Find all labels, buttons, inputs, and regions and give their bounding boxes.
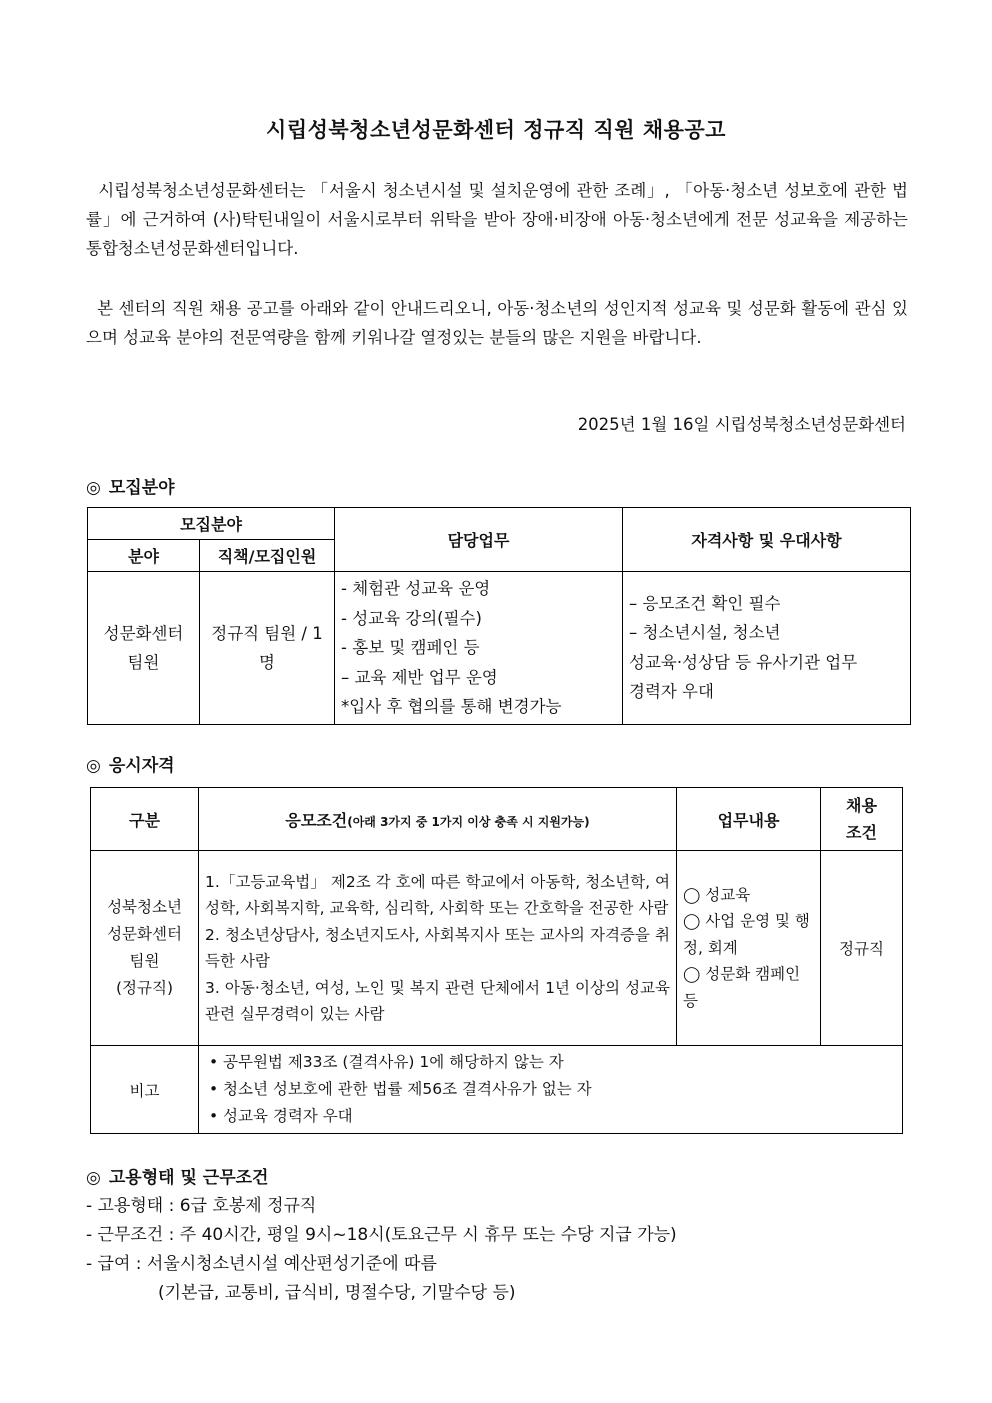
employment-item: - 근무조건 : 주 40시간, 평일 9시~18시(토요근무 시 휴무 또는 수당 지급 가능) [86, 1225, 677, 1245]
condition-item: 1.「고등교육법」 제2조 각 호에 따른 학교에서 아동학, 청소년학, 여성학, 사회복지학, 교육학, 심리학, 사회학 또는 간호학을 전공한 사람 [205, 872, 670, 917]
intro-paragraph [86, 294, 908, 352]
announcement-date: 2025년 1월 16일 시립성북청소년성문화센터 [577, 415, 906, 434]
cell-qualifications [623, 572, 911, 725]
cell-conditions [199, 851, 677, 1046]
section-title: 모집분야 [108, 478, 175, 498]
recruit-table [87, 507, 911, 725]
qual-item: – 청소년시설, 청소년 [629, 623, 781, 643]
header-hire-line: 조건 [846, 823, 877, 842]
employment-item-continued: (기본급, 교통비, 급식비, 명절수당, 기말수당 등) [158, 1283, 516, 1303]
header-field: 분야 [88, 540, 200, 572]
cell-hire: 정규직 [821, 851, 903, 1046]
cell-category [91, 851, 199, 1046]
double-circle-icon: ◎ [86, 1168, 101, 1188]
cell-note-label: 비고 [91, 1046, 199, 1134]
qual-item: – 응모조건 확인 필수 [629, 593, 781, 613]
section-heading-employment [86, 1163, 268, 1188]
header-qualifications: 자격사항 및 우대사항 [623, 508, 911, 572]
header-condition-note: (아래 3가지 중 1가지 이상 충족 시 지원가능) [347, 814, 590, 829]
header-duties: 담당업무 [335, 508, 623, 572]
category-line: 팀원 [129, 952, 160, 970]
work-item: ◯ 성문화 캠페인 등 [683, 965, 801, 1010]
double-circle-icon: ◎ [86, 756, 101, 776]
section-title: 고용형태 및 근무조건 [108, 1168, 269, 1188]
header-category: 구분 [91, 788, 199, 851]
section-title: 응시자격 [108, 756, 175, 776]
header-hire-line: 채용 [846, 796, 877, 815]
cell-duties [335, 572, 623, 725]
double-circle-icon: ◎ [86, 478, 101, 498]
duty-item: – 교육 제반 업무 운영 [341, 667, 498, 687]
header-work: 업무내용 [677, 788, 821, 851]
cell-work [677, 851, 821, 1046]
duty-item: - 홍보 및 캠페인 등 [341, 638, 480, 657]
header-condition-label: 응모조건 [285, 810, 348, 830]
employment-item: - 급여 : 서울시청소년시설 예산편성기준에 따름 [86, 1254, 437, 1274]
duty-item: *입사 후 협의를 통해 변경가능 [341, 697, 562, 716]
page-title: 시립성북청소년성문화센터 정규직 직원 채용공고 [266, 118, 726, 142]
work-item: ◯ 사업 운영 및 행정, 회계 [683, 912, 810, 957]
note-item: • 성교육 경력자 우대 [205, 1103, 896, 1130]
header-recruit-group: 모집분야 [88, 508, 335, 540]
eligibility-table [90, 787, 903, 1134]
condition-item: 3. 아동·청소년, 여성, 노인 및 복지 관련 단체에서 1년 이상의 성교육 관련 실무경력이 있는 사람 [205, 978, 670, 1023]
header-hire-condition [821, 788, 903, 851]
header-position: 직책/모집인원 [200, 540, 335, 572]
intro-text-1: 시립성북청소년성문화센터는 「서울시 청소년시설 및 설치운영에 관한 조례」, 「아동·청소년 성보호에 관한 법률」에 근거하여 (사)탁틴내일이 서울시로부터 위탁을 받아 장애·비장애 아동·청소년에게 전문 성교육을 제공하는 통합청소년성문화센터입니다. [86, 181, 908, 258]
cell-position: 정규직 팀원 / 1명 [200, 572, 335, 725]
employment-item: - 고용형태 : 6급 호봉제 정규직 [86, 1196, 317, 1216]
cell-notes [199, 1046, 903, 1134]
note-item: • 청소년 성보호에 관한 법률 제56조 결격사유가 없는 자 [205, 1076, 896, 1103]
duty-item: - 성교육 강의(필수) [341, 608, 482, 628]
category-line: (정규직) [115, 979, 173, 997]
intro-paragraph [86, 176, 908, 263]
qual-item: 성교육·성상담 등 유사기관 업무 [629, 652, 858, 672]
condition-item: 2. 청소년상담사, 청소년지도사, 사회복지사 또는 교사의 자격증을 취득한 사람 [205, 925, 670, 970]
header-condition [199, 788, 677, 851]
section-heading-recruit [86, 473, 175, 498]
intro-text-2: 본 센터의 직원 채용 공고를 아래와 같이 안내드리오니, 아동·청소년의 성인지적 성교육 및 성문화 활동에 관심 있으며 성교육 분야의 전문역량을 함께 키워나갈 열정있는 분들의 많은 지원을 바랍니다. [86, 299, 908, 347]
category-line: 성북청소년 [107, 898, 182, 916]
section-heading-eligibility [86, 751, 175, 776]
qual-item: 경력자 우대 [629, 682, 714, 702]
cell-field: 성문화센터 팀원 [88, 572, 200, 725]
employment-list [86, 1192, 677, 1308]
note-item: • 공무원법 제33조 (결격사유) 1에 해당하지 않는 자 [205, 1049, 896, 1076]
work-item: ◯ 성교육 [683, 885, 751, 904]
category-line: 성문화센터 [107, 925, 182, 943]
duty-item: - 체험관 성교육 운영 [341, 579, 491, 598]
